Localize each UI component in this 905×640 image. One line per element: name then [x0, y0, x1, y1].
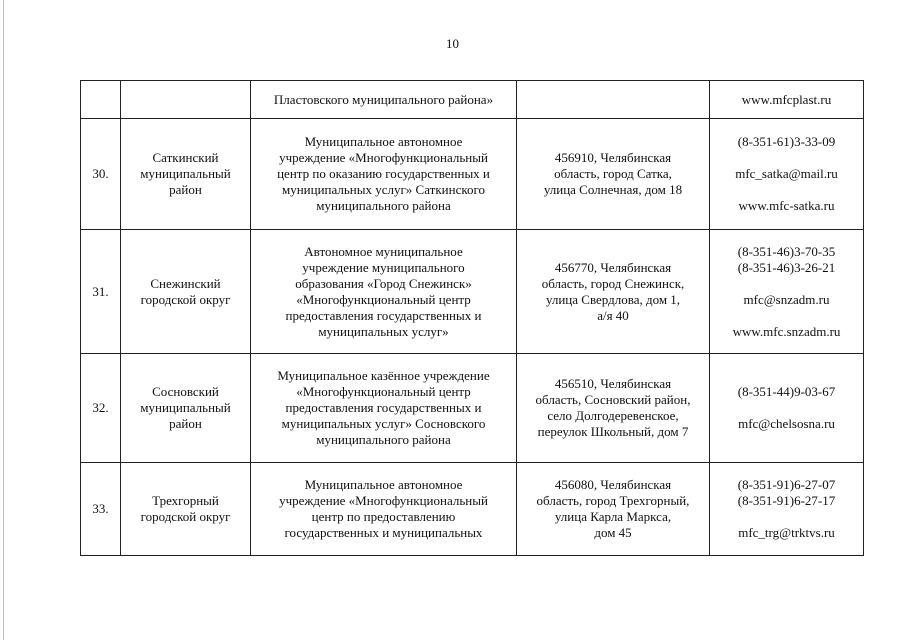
table-row: [81, 463, 864, 556]
district-line: городской округ: [140, 509, 231, 524]
address-line: 456080, Челябинская: [554, 477, 672, 492]
spacer: [714, 150, 859, 166]
row-number: [81, 81, 121, 119]
district-line: Саткинский: [152, 150, 219, 165]
contacts-cell: [710, 119, 864, 230]
contacts-cell: [710, 463, 864, 556]
district-line: Трехгорный: [152, 493, 219, 508]
organization-line: предоставления государственных и: [285, 307, 482, 323]
email: mfc_trg@trktvs.ru: [738, 525, 835, 540]
address-line: область, Сосновский район,: [535, 392, 691, 407]
row-number: 33.: [81, 463, 121, 556]
contacts-cell: [710, 354, 864, 463]
organization-line: учреждение муниципального: [302, 259, 465, 275]
district-cell: [121, 230, 251, 354]
phone: (8-351-91)6-27-07: [737, 477, 836, 492]
address-line: улица Карла Маркса,: [554, 509, 672, 524]
district-cell: [121, 463, 251, 556]
district-cell: [121, 81, 251, 119]
spacer: [714, 509, 859, 525]
district-cell: [121, 119, 251, 230]
district-line: муниципальный: [140, 166, 231, 181]
district-line: городской округ: [140, 291, 231, 307]
phone: (8-351-91)6-27-17: [737, 493, 836, 508]
phone: (8-351-46)3-70-35: [737, 243, 836, 259]
organization-cell: [251, 119, 517, 230]
address-cell: [517, 354, 710, 463]
email: mfc_satka@mail.ru: [735, 166, 838, 181]
organization-line: учреждение «Многофункциональный: [279, 493, 488, 508]
organization-line: «Многофункциональный центр: [296, 291, 471, 307]
organization-cell: [251, 230, 517, 354]
organization-line: центр по оказанию государственных и: [277, 166, 490, 181]
website: www.mfc-satka.ru: [738, 198, 835, 213]
organization-cell: [251, 354, 517, 463]
address-line: область, город Снежинск,: [541, 275, 685, 291]
organization-line: Автономное муниципальное: [304, 243, 463, 259]
district-line: муниципальный: [140, 400, 231, 415]
organization-cell: [251, 81, 517, 119]
organization-line: муниципальных услуг»: [318, 323, 449, 339]
organization-line: муниципального района: [316, 432, 451, 447]
address-line: улица Солнечная, дом 18: [543, 182, 683, 197]
spacer: [714, 276, 859, 292]
page-number: 10: [446, 36, 459, 51]
organization-line: муниципального района: [316, 198, 451, 213]
address-line: село Долгодеревенское,: [547, 408, 679, 423]
district-line: район: [169, 182, 202, 197]
organization-line: государственных и муниципальных: [284, 525, 483, 540]
address-line: дом 45: [594, 525, 632, 540]
spacer: [714, 308, 859, 324]
spacer: [714, 400, 859, 416]
address-line: 456510, Челябинская: [554, 376, 672, 391]
table-row: [81, 354, 864, 463]
organization-cell: [251, 463, 517, 556]
phone: (8-351-44)9-03-67: [737, 384, 836, 399]
organization-line: Муниципальное автономное: [304, 477, 463, 492]
address-line: 456910, Челябинская: [554, 150, 672, 165]
address-line: область, город Сатка,: [554, 166, 672, 181]
email: mfc@chelsosna.ru: [738, 416, 835, 431]
mfc-table: [80, 80, 864, 556]
organization-line: образования «Город Снежинск»: [295, 275, 472, 291]
row-number: 32.: [81, 354, 121, 463]
organization-line: муниципальных услуг» Сосновского: [281, 416, 486, 431]
organization-line: Муниципальное автономное: [304, 134, 463, 149]
organization-line: учреждение «Многофункциональный: [279, 150, 488, 165]
contacts-cell: [710, 230, 864, 354]
organization-line: муниципальных услуг» Саткинского: [281, 182, 486, 197]
district-line: Сосновский: [152, 384, 219, 399]
address-cell: [517, 463, 710, 556]
row-number: 30.: [81, 119, 121, 230]
address-cell: [517, 230, 710, 354]
phone: (8-351-61)3-33-09: [737, 134, 836, 149]
phone: (8-351-46)3-26-21: [737, 259, 836, 275]
address-line: улица Свердлова, дом 1,: [545, 291, 681, 307]
address-cell: [517, 81, 710, 119]
organization-line: «Многофункциональный центр: [296, 384, 471, 399]
address-line: а/я 40: [597, 307, 629, 323]
organization-line: предоставления государственных и: [285, 400, 482, 415]
organization-line: центр по предоставлению: [311, 509, 456, 524]
table-row: [81, 230, 864, 354]
website: www.mfc.snzadm.ru: [732, 323, 841, 339]
address-line: 456770, Челябинская: [554, 259, 672, 275]
row-number: 31.: [81, 230, 121, 354]
website: www.mfcplast.ru: [741, 91, 832, 107]
organization-line: Муниципальное казённое учреждение: [277, 368, 490, 383]
district-cell: [121, 354, 251, 463]
district-line: район: [169, 416, 202, 431]
organization-line: Пластовского муниципального района»: [273, 91, 494, 107]
address-cell: [517, 119, 710, 230]
address-line: область, город Трехгорный,: [536, 493, 690, 508]
contacts-cell: [710, 81, 864, 119]
address-line: переулок Школьный, дом 7: [537, 424, 689, 439]
district-line: Снежинский: [150, 275, 221, 291]
table-row: [81, 119, 864, 230]
email: mfc@snzadm.ru: [743, 291, 830, 307]
scan-edge-line: [3, 0, 4, 640]
table-row: [81, 81, 864, 119]
spacer: [714, 182, 859, 198]
